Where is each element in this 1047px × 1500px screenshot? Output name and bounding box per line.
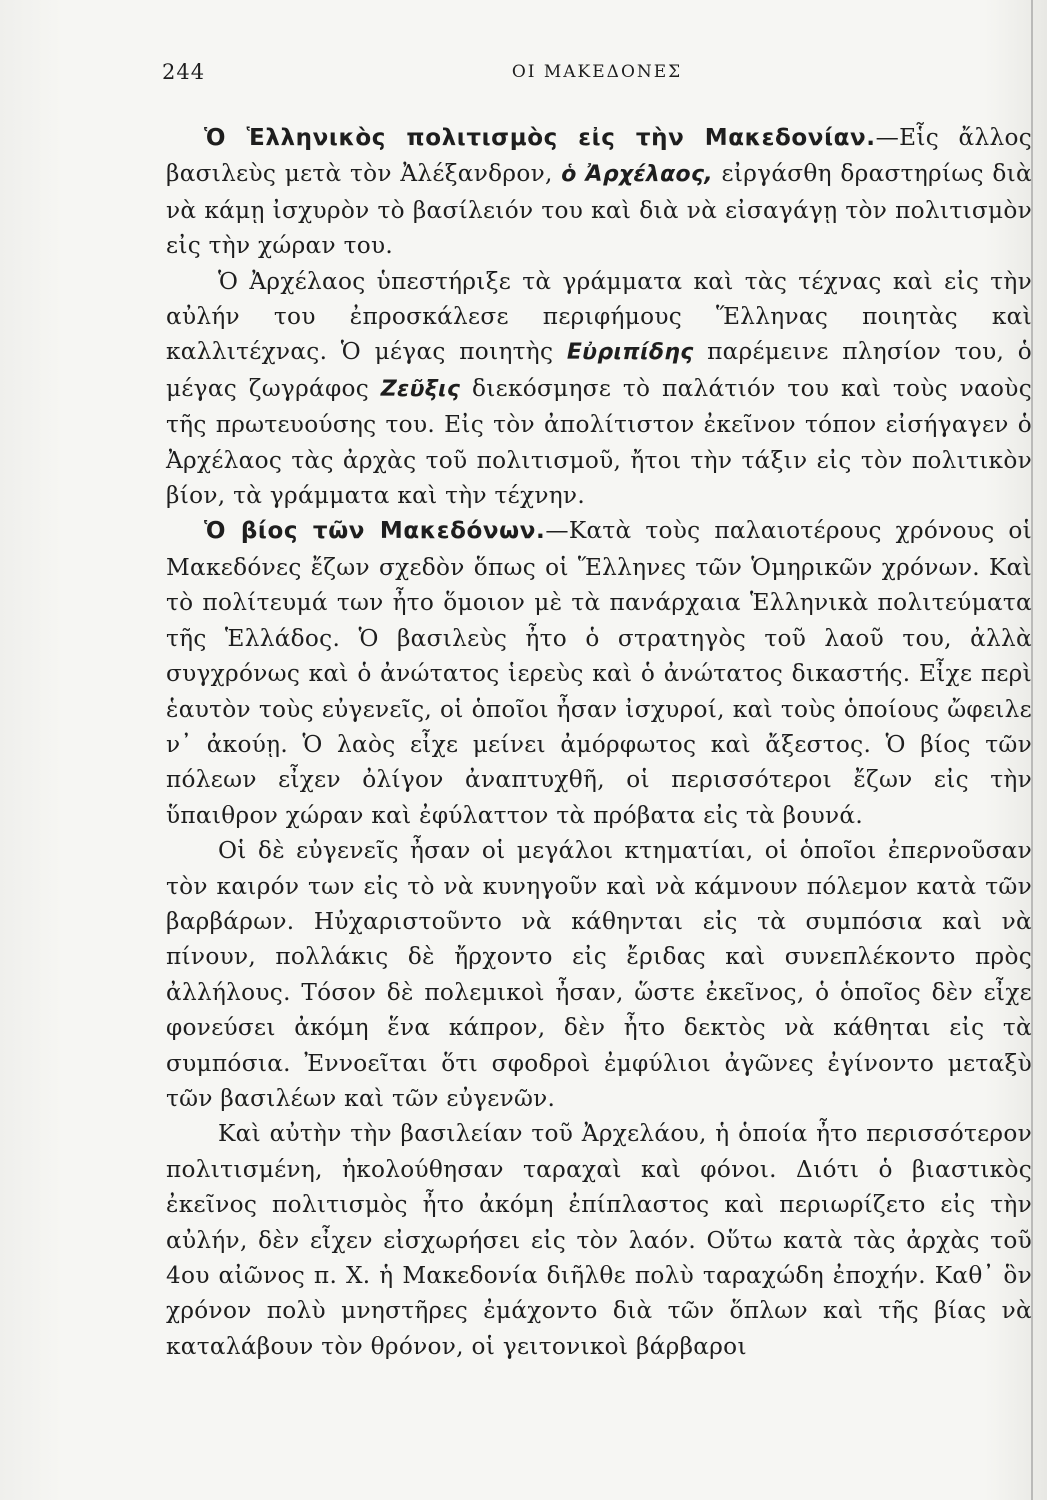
emphasized-name: Ζεῦξις <box>380 376 461 402</box>
page-number: 244 <box>162 60 206 84</box>
running-head: ΟΙ ΜΑΚΕΔΟΝΕΣ <box>511 62 683 82</box>
paragraph: Καὶ αὐτὴν τὴν βασιλείαν τοῦ Ἀρχελάου, ἡ ὁποία ἦτο περισσότερον πολιτισμένη, ἠκολούθησαν ταραχαὶ καὶ φόνοι. Διότι ὁ βιαστικὸς ἐκεῖνος πολιτισμὸς ἦτο ἀκόμη ἐπίπλαστος καὶ περιωρίζετο εἰς τὴν αὐλήν, δὲν εἶχεν εἰσχωρήσει εἰς τὸν λαόν. Οὕτω κατὰ τὰς ἀρχὰς τοῦ 4ου αἰῶνος π. Χ. ἡ Μακεδονία διῆλθε πολὺ ταραχώδη ἐποχήν. Καθ᾽ ὃν χρόνον πολὺ μνηστῆρες ἐμάχοντο διὰ τῶν ὅπλων καὶ τῆς βίας νὰ καταλάβουν τὸν θρόνον, οἱ γειτονικοὶ βάρβαροι <box>166 1120 1032 1360</box>
paragraph: Οἱ δὲ εὐγενεῖς ἦσαν οἱ μεγάλοι κτηματίαι, οἱ ὁποῖοι ἐπερνοῦσαν τὸν καιρόν των εἰς τὸ νὰ κυνηγοῦν καὶ νὰ κάμνουν πόλεμον κατὰ τῶν βαρβάρων. Ηὐχαριστοῦντο νὰ κάθηνται εἰς τὰ συμπόσια καὶ νὰ πίνουν, πολλάκις δὲ ἤρχοντο εἰς ἔριδας καὶ συνεπλέκοντο πρὸς ἀλλήλους. Τόσον δὲ πολεμικοὶ ἦσαν, ὥστε ἐκεῖνος, ὁ ὁποῖος δὲν εἶχε φονεύσει ἀκόμη ἕνα κάπρον, δὲν ἦτο δεκτὸς νὰ κάθηται εἰς τὰ συμπόσια. Ἐννοεῖται ὅτι σφοδροὶ ἐμφύλιοι ἀγῶνες ἐγίνοντο μεταξὺ τῶν βασιλέων καὶ τῶν εὐγενῶν. <box>166 837 1032 1112</box>
paragraph-text: Ὁ Ἀρχέλαος ὑπεστήριξε τὰ γράμματα καὶ τὰς τέχνας καὶ εἰς τὴν αὐλήν του ἐπροσκάλεσε περιφήμους Ἕλληνας ποιητὰς καὶ καλλιτέχνας. Ὁ μέγας ποιητὴς <box>166 267 1032 366</box>
section-heading: Ὁ βίος τῶν Μακεδόνων. <box>204 518 546 545</box>
emphasized-name: ὁ Ἀρχέλαος, <box>561 162 713 188</box>
body-text <box>166 120 1032 1364</box>
paragraph <box>166 120 1032 264</box>
paragraph <box>166 264 1032 514</box>
paragraph-text: παρέμεινε πλησίον του, ὁ μέγας ζωγράφος <box>166 338 1032 402</box>
paragraph-text: —Εἷς ἄλλος βασιλεὺς μετὰ τὸν Ἀλέξανδρον, <box>166 124 1032 188</box>
emphasized-name: Εὐριπίδης <box>566 340 694 366</box>
paragraph-text: διεκόσμησε τὸ παλάτιόν του καὶ τοὺς ναοὺς τῆς πρωτευούσης του. Εἰς τὸν ἀπολίτιστον ἐκεῖνον τόπον εἰσήγαγεν ὁ Ἀρχέλαος τὰς ἀρχὰς τοῦ πολιτισμοῦ, ἤτοι τὴν τάξιν εἰς τὸν πολιτικὸν βίον, τὰ γράμματα καὶ τὴν τέχνην. <box>166 374 1032 510</box>
paragraph-text: —Κατὰ τοὺς παλαιοτέρους χρόνους οἱ Μακεδόνες ἔζων σχεδὸν ὅπως οἱ Ἕλληνες τῶν Ὁμηρικῶν χρόνων. Καὶ τὸ πολίτευμά των ἦτο ὅμοιον μὲ τὰ πανάρχαια Ἑλληνικὰ πολιτεύματα τῆς Ἑλλάδος. Ὁ βασιλεὺς ἦτο ὁ στρατηγὸς τοῦ λαοῦ του, ἀλλὰ συγχρόνως καὶ ὁ ἀνώτατος ἱερεὺς καὶ ὁ ἀνώτατος δικαστής. Εἶχε περὶ ἑαυτὸν τοὺς εὐγενεῖς, οἱ ὁποῖοι ἦσαν ἰσχυροί, καὶ τοὺς ὁποίους ὤφειλε ν᾽ ἀκούῃ. Ὁ λαὸς εἶχε μείνει ἀμόρφωτος καὶ ἄξεστος. Ὁ βίος τῶν πόλεων εἶχεν ὀλίγον ἀναπτυχθῆ, οἱ περισσότεροι ἔζων εἰς τὴν ὕπαιθρον χώραν καὶ ἐφύλαττον τὰ πρόβατα εἰς τὰ βουνά. <box>166 517 1032 829</box>
section-heading: Ὁ Ἑλληνικὸς πολιτισμὸς εἰς τὴν Μακεδονίαν. <box>204 125 876 151</box>
paragraph-text: εἰργάσθη δραστηρίως διὰ νὰ κάμῃ ἰσχυρὸν τὸ βασίλειόν του καὶ διὰ νὰ εἰσαγάγῃ τὸν πολιτισμὸν εἰς τὴν χώραν του. <box>166 160 1032 260</box>
page-header <box>162 60 1032 90</box>
paragraph <box>166 513 1032 833</box>
